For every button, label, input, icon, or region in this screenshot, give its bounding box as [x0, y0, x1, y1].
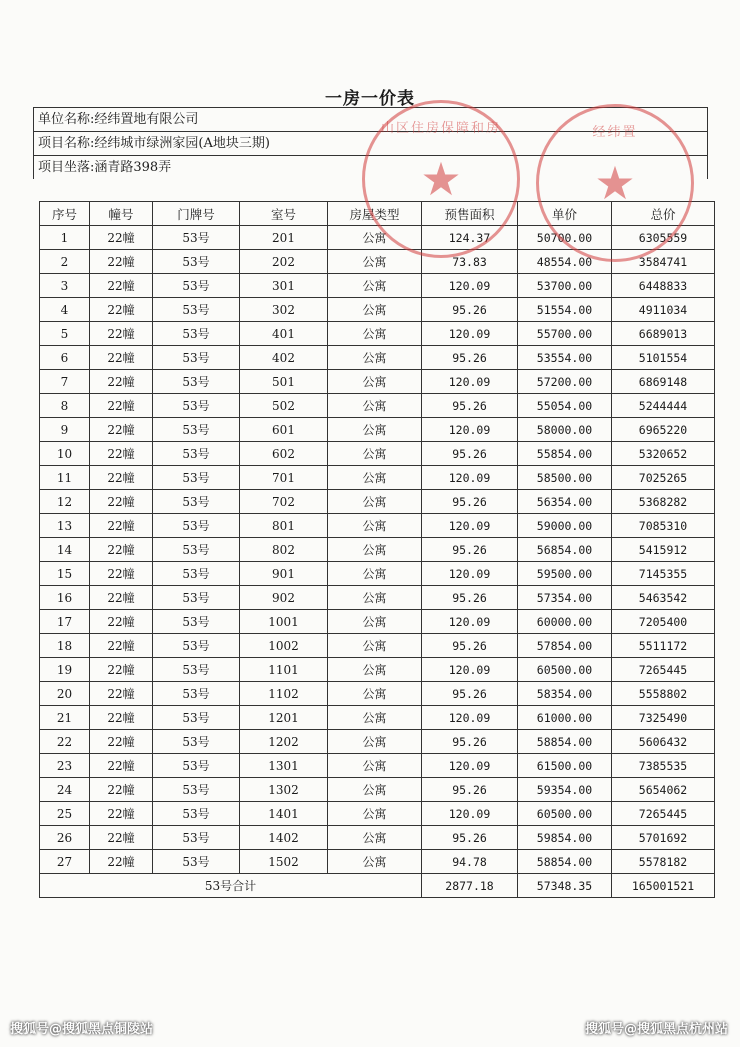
- row-unit-price: 55054.00: [518, 394, 612, 418]
- row-building: 22幢: [90, 754, 153, 778]
- row-building: 22幢: [90, 490, 153, 514]
- row-unit-price: 58000.00: [518, 418, 612, 442]
- row-building: 22幢: [90, 274, 153, 298]
- row-room: 1002: [240, 634, 328, 658]
- row-room: 1201: [240, 706, 328, 730]
- row-type: 公寓: [328, 442, 422, 466]
- row-area: 95.26: [422, 298, 518, 322]
- row-unit-price: 61000.00: [518, 706, 612, 730]
- row-room: 401: [240, 322, 328, 346]
- table-row: [40, 634, 715, 658]
- table-row: [40, 370, 715, 394]
- row-type: 公寓: [328, 850, 422, 874]
- row-unit-price: 48554.00: [518, 250, 612, 274]
- developer-name: 单位名称:经纬置地有限公司: [33, 107, 708, 131]
- row-unit-price: 57200.00: [518, 370, 612, 394]
- row-area: 95.26: [422, 682, 518, 706]
- row-type: 公寓: [328, 274, 422, 298]
- row-total-price: 7265445: [612, 802, 715, 826]
- row-index: 14: [40, 538, 90, 562]
- row-index: 1: [40, 226, 90, 250]
- row-type: 公寓: [328, 226, 422, 250]
- row-unit-price: 50700.00: [518, 226, 612, 250]
- row-total-price: 6965220: [612, 418, 715, 442]
- row-building: 22幢: [90, 322, 153, 346]
- row-type: 公寓: [328, 370, 422, 394]
- row-area: 120.09: [422, 274, 518, 298]
- row-building: 22幢: [90, 850, 153, 874]
- row-building: 22幢: [90, 706, 153, 730]
- row-area: 95.26: [422, 730, 518, 754]
- table-row: [40, 298, 715, 322]
- table-row: [40, 682, 715, 706]
- row-door: 53号: [153, 610, 240, 634]
- row-type: 公寓: [328, 682, 422, 706]
- row-door: 53号: [153, 394, 240, 418]
- row-building: 22幢: [90, 250, 153, 274]
- row-door: 53号: [153, 274, 240, 298]
- row-door: 53号: [153, 562, 240, 586]
- row-room: 1102: [240, 682, 328, 706]
- row-room: 1402: [240, 826, 328, 850]
- row-room: 301: [240, 274, 328, 298]
- row-type: 公寓: [328, 322, 422, 346]
- row-building: 22幢: [90, 682, 153, 706]
- table-row: [40, 754, 715, 778]
- row-building: 22幢: [90, 346, 153, 370]
- row-unit-price: 56354.00: [518, 490, 612, 514]
- row-total-price: 6448833: [612, 274, 715, 298]
- seal-right-text: 经纬置: [592, 125, 638, 140]
- row-room: 601: [240, 418, 328, 442]
- row-unit-price: 60000.00: [518, 610, 612, 634]
- row-area: 120.09: [422, 466, 518, 490]
- row-total-price: 7085310: [612, 514, 715, 538]
- table-row: [40, 226, 715, 250]
- table-header-row: [40, 202, 715, 226]
- header-total-price: 总价: [612, 202, 715, 226]
- row-door: 53号: [153, 802, 240, 826]
- row-area: 120.09: [422, 802, 518, 826]
- row-index: 21: [40, 706, 90, 730]
- row-room: 402: [240, 346, 328, 370]
- row-type: 公寓: [328, 658, 422, 682]
- table-row: [40, 610, 715, 634]
- row-building: 22幢: [90, 538, 153, 562]
- row-index: 16: [40, 586, 90, 610]
- row-door: 53号: [153, 298, 240, 322]
- row-total-price: 7325490: [612, 706, 715, 730]
- row-building: 22幢: [90, 586, 153, 610]
- row-index: 13: [40, 514, 90, 538]
- row-type: 公寓: [328, 706, 422, 730]
- row-unit-price: 58854.00: [518, 850, 612, 874]
- row-door: 53号: [153, 778, 240, 802]
- row-unit-price: 53700.00: [518, 274, 612, 298]
- row-area: 120.09: [422, 370, 518, 394]
- row-area: 120.09: [422, 418, 518, 442]
- header-area: 预售面积: [422, 202, 518, 226]
- row-index: 3: [40, 274, 90, 298]
- row-area: 95.26: [422, 826, 518, 850]
- row-room: 901: [240, 562, 328, 586]
- row-building: 22幢: [90, 610, 153, 634]
- row-type: 公寓: [328, 538, 422, 562]
- row-index: 2: [40, 250, 90, 274]
- row-index: 11: [40, 466, 90, 490]
- row-door: 53号: [153, 538, 240, 562]
- row-type: 公寓: [328, 250, 422, 274]
- row-unit-price: 57854.00: [518, 634, 612, 658]
- row-building: 22幢: [90, 466, 153, 490]
- row-area: 73.83: [422, 250, 518, 274]
- row-index: 9: [40, 418, 90, 442]
- project-location: 项目坐落:涵青路398弄: [33, 155, 708, 179]
- row-building: 22幢: [90, 634, 153, 658]
- row-area: 95.26: [422, 586, 518, 610]
- row-total-price: 7145355: [612, 562, 715, 586]
- row-area: 120.09: [422, 514, 518, 538]
- row-door: 53号: [153, 370, 240, 394]
- row-room: 602: [240, 442, 328, 466]
- total-avg-price: 57348.35: [518, 874, 612, 898]
- table-row: [40, 802, 715, 826]
- row-total-price: 3584741: [612, 250, 715, 274]
- row-door: 53号: [153, 490, 240, 514]
- total-area: 2877.18: [422, 874, 518, 898]
- row-index: 17: [40, 610, 90, 634]
- table-row: [40, 730, 715, 754]
- row-index: 20: [40, 682, 90, 706]
- row-room: 702: [240, 490, 328, 514]
- row-building: 22幢: [90, 658, 153, 682]
- row-room: 302: [240, 298, 328, 322]
- row-room: 502: [240, 394, 328, 418]
- row-type: 公寓: [328, 610, 422, 634]
- row-index: 6: [40, 346, 90, 370]
- star-icon: ★: [420, 152, 462, 206]
- row-door: 53号: [153, 466, 240, 490]
- row-total-price: 5320652: [612, 442, 715, 466]
- row-type: 公寓: [328, 394, 422, 418]
- row-door: 53号: [153, 658, 240, 682]
- row-area: 120.09: [422, 322, 518, 346]
- row-area: 95.26: [422, 490, 518, 514]
- row-index: 19: [40, 658, 90, 682]
- row-index: 10: [40, 442, 90, 466]
- row-index: 22: [40, 730, 90, 754]
- table-row: [40, 586, 715, 610]
- row-area: 95.26: [422, 634, 518, 658]
- row-type: 公寓: [328, 778, 422, 802]
- row-total-price: 5101554: [612, 346, 715, 370]
- row-building: 22幢: [90, 802, 153, 826]
- row-type: 公寓: [328, 466, 422, 490]
- row-area: 95.26: [422, 538, 518, 562]
- row-door: 53号: [153, 850, 240, 874]
- row-door: 53号: [153, 250, 240, 274]
- row-area: 95.26: [422, 346, 518, 370]
- row-unit-price: 57354.00: [518, 586, 612, 610]
- row-total-price: 5368282: [612, 490, 715, 514]
- row-type: 公寓: [328, 826, 422, 850]
- table-row: [40, 562, 715, 586]
- row-unit-price: 59000.00: [518, 514, 612, 538]
- row-type: 公寓: [328, 586, 422, 610]
- row-area: 94.78: [422, 850, 518, 874]
- row-total-price: 5701692: [612, 826, 715, 850]
- row-index: 26: [40, 826, 90, 850]
- row-unit-price: 60500.00: [518, 802, 612, 826]
- row-unit-price: 60500.00: [518, 658, 612, 682]
- row-door: 53号: [153, 226, 240, 250]
- total-price: 165001521: [612, 874, 715, 898]
- row-unit-price: 58354.00: [518, 682, 612, 706]
- row-type: 公寓: [328, 754, 422, 778]
- row-area: 120.09: [422, 754, 518, 778]
- row-type: 公寓: [328, 514, 422, 538]
- row-room: 1001: [240, 610, 328, 634]
- row-total-price: 7265445: [612, 658, 715, 682]
- row-room: 1101: [240, 658, 328, 682]
- row-room: 501: [240, 370, 328, 394]
- table-row: [40, 538, 715, 562]
- row-door: 53号: [153, 826, 240, 850]
- row-building: 22幢: [90, 826, 153, 850]
- row-index: 4: [40, 298, 90, 322]
- row-total-price: 7025265: [612, 466, 715, 490]
- price-table: [39, 201, 715, 898]
- row-index: 8: [40, 394, 90, 418]
- table-row: [40, 346, 715, 370]
- row-room: 1202: [240, 730, 328, 754]
- row-total-price: 5558802: [612, 682, 715, 706]
- row-unit-price: 59354.00: [518, 778, 612, 802]
- header-door: 门牌号: [153, 202, 240, 226]
- row-building: 22幢: [90, 370, 153, 394]
- row-building: 22幢: [90, 226, 153, 250]
- row-type: 公寓: [328, 418, 422, 442]
- row-room: 902: [240, 586, 328, 610]
- row-type: 公寓: [328, 802, 422, 826]
- row-room: 1301: [240, 754, 328, 778]
- row-type: 公寓: [328, 634, 422, 658]
- row-area: 124.37: [422, 226, 518, 250]
- page-title: 一房一价表: [325, 89, 415, 109]
- row-room: 202: [240, 250, 328, 274]
- row-index: 24: [40, 778, 90, 802]
- row-room: 801: [240, 514, 328, 538]
- seal-left-text: 山区住房保障和房: [380, 121, 501, 136]
- row-building: 22幢: [90, 298, 153, 322]
- row-door: 53号: [153, 322, 240, 346]
- row-building: 22幢: [90, 730, 153, 754]
- row-area: 120.09: [422, 562, 518, 586]
- row-unit-price: 59500.00: [518, 562, 612, 586]
- row-index: 5: [40, 322, 90, 346]
- row-total-price: 7205400: [612, 610, 715, 634]
- header-building: 幢号: [90, 202, 153, 226]
- table-row: [40, 274, 715, 298]
- row-unit-price: 61500.00: [518, 754, 612, 778]
- row-area: 120.09: [422, 706, 518, 730]
- row-total-price: 5654062: [612, 778, 715, 802]
- row-total-price: 4911034: [612, 298, 715, 322]
- row-door: 53号: [153, 346, 240, 370]
- row-unit-price: 56854.00: [518, 538, 612, 562]
- row-building: 22幢: [90, 418, 153, 442]
- table-row: [40, 514, 715, 538]
- row-index: 23: [40, 754, 90, 778]
- table-row: [40, 850, 715, 874]
- row-type: 公寓: [328, 346, 422, 370]
- project-name: 项目名称:经纬城市绿洲家园(A地块三期): [33, 131, 708, 155]
- row-unit-price: 51554.00: [518, 298, 612, 322]
- row-total-price: 5463542: [612, 586, 715, 610]
- watermark-right: 搜狐号@搜狐黑点杭州站: [584, 1022, 728, 1037]
- row-type: 公寓: [328, 562, 422, 586]
- row-total-price: 5511172: [612, 634, 715, 658]
- table-row: [40, 322, 715, 346]
- info-block: [33, 107, 708, 179]
- row-unit-price: 55854.00: [518, 442, 612, 466]
- row-room: 802: [240, 538, 328, 562]
- row-index: 7: [40, 370, 90, 394]
- row-index: 18: [40, 634, 90, 658]
- row-door: 53号: [153, 442, 240, 466]
- row-building: 22幢: [90, 442, 153, 466]
- header-type: 房屋类型: [328, 202, 422, 226]
- row-room: 1401: [240, 802, 328, 826]
- row-total-price: 5415912: [612, 538, 715, 562]
- table-row: [40, 778, 715, 802]
- table-row: [40, 442, 715, 466]
- row-total-price: 5606432: [612, 730, 715, 754]
- row-unit-price: 53554.00: [518, 346, 612, 370]
- row-total-price: 7385535: [612, 754, 715, 778]
- table-row: [40, 826, 715, 850]
- row-unit-price: 55700.00: [518, 322, 612, 346]
- table-row: [40, 706, 715, 730]
- row-area: 120.09: [422, 610, 518, 634]
- watermark-left: 搜狐号@搜狐黑点铜陵站: [10, 1022, 154, 1037]
- row-index: 25: [40, 802, 90, 826]
- total-row: [40, 874, 715, 898]
- table-row: [40, 418, 715, 442]
- row-building: 22幢: [90, 514, 153, 538]
- row-type: 公寓: [328, 730, 422, 754]
- row-area: 95.26: [422, 778, 518, 802]
- row-unit-price: 58854.00: [518, 730, 612, 754]
- row-door: 53号: [153, 418, 240, 442]
- row-door: 53号: [153, 634, 240, 658]
- table-row: [40, 658, 715, 682]
- row-total-price: 5578182: [612, 850, 715, 874]
- header-unit-price: 单价: [518, 202, 612, 226]
- row-type: 公寓: [328, 298, 422, 322]
- row-total-price: 6305559: [612, 226, 715, 250]
- table-row: [40, 490, 715, 514]
- star-icon: ★: [594, 156, 636, 210]
- row-room: 701: [240, 466, 328, 490]
- header-room: 室号: [240, 202, 328, 226]
- row-type: 公寓: [328, 490, 422, 514]
- row-index: 12: [40, 490, 90, 514]
- row-door: 53号: [153, 754, 240, 778]
- total-label: 53号合计: [40, 874, 422, 898]
- row-building: 22幢: [90, 778, 153, 802]
- row-room: 1302: [240, 778, 328, 802]
- row-door: 53号: [153, 730, 240, 754]
- row-door: 53号: [153, 682, 240, 706]
- row-unit-price: 58500.00: [518, 466, 612, 490]
- row-area: 95.26: [422, 394, 518, 418]
- row-room: 201: [240, 226, 328, 250]
- row-area: 120.09: [422, 658, 518, 682]
- row-door: 53号: [153, 706, 240, 730]
- header-index: 序号: [40, 202, 90, 226]
- table-row: [40, 466, 715, 490]
- row-index: 27: [40, 850, 90, 874]
- row-area: 95.26: [422, 442, 518, 466]
- row-door: 53号: [153, 586, 240, 610]
- row-index: 15: [40, 562, 90, 586]
- row-total-price: 6689013: [612, 322, 715, 346]
- row-total-price: 5244444: [612, 394, 715, 418]
- table-row: [40, 394, 715, 418]
- row-room: 1502: [240, 850, 328, 874]
- row-building: 22幢: [90, 394, 153, 418]
- row-unit-price: 59854.00: [518, 826, 612, 850]
- row-building: 22幢: [90, 562, 153, 586]
- row-door: 53号: [153, 514, 240, 538]
- table-row: [40, 250, 715, 274]
- row-total-price: 6869148: [612, 370, 715, 394]
